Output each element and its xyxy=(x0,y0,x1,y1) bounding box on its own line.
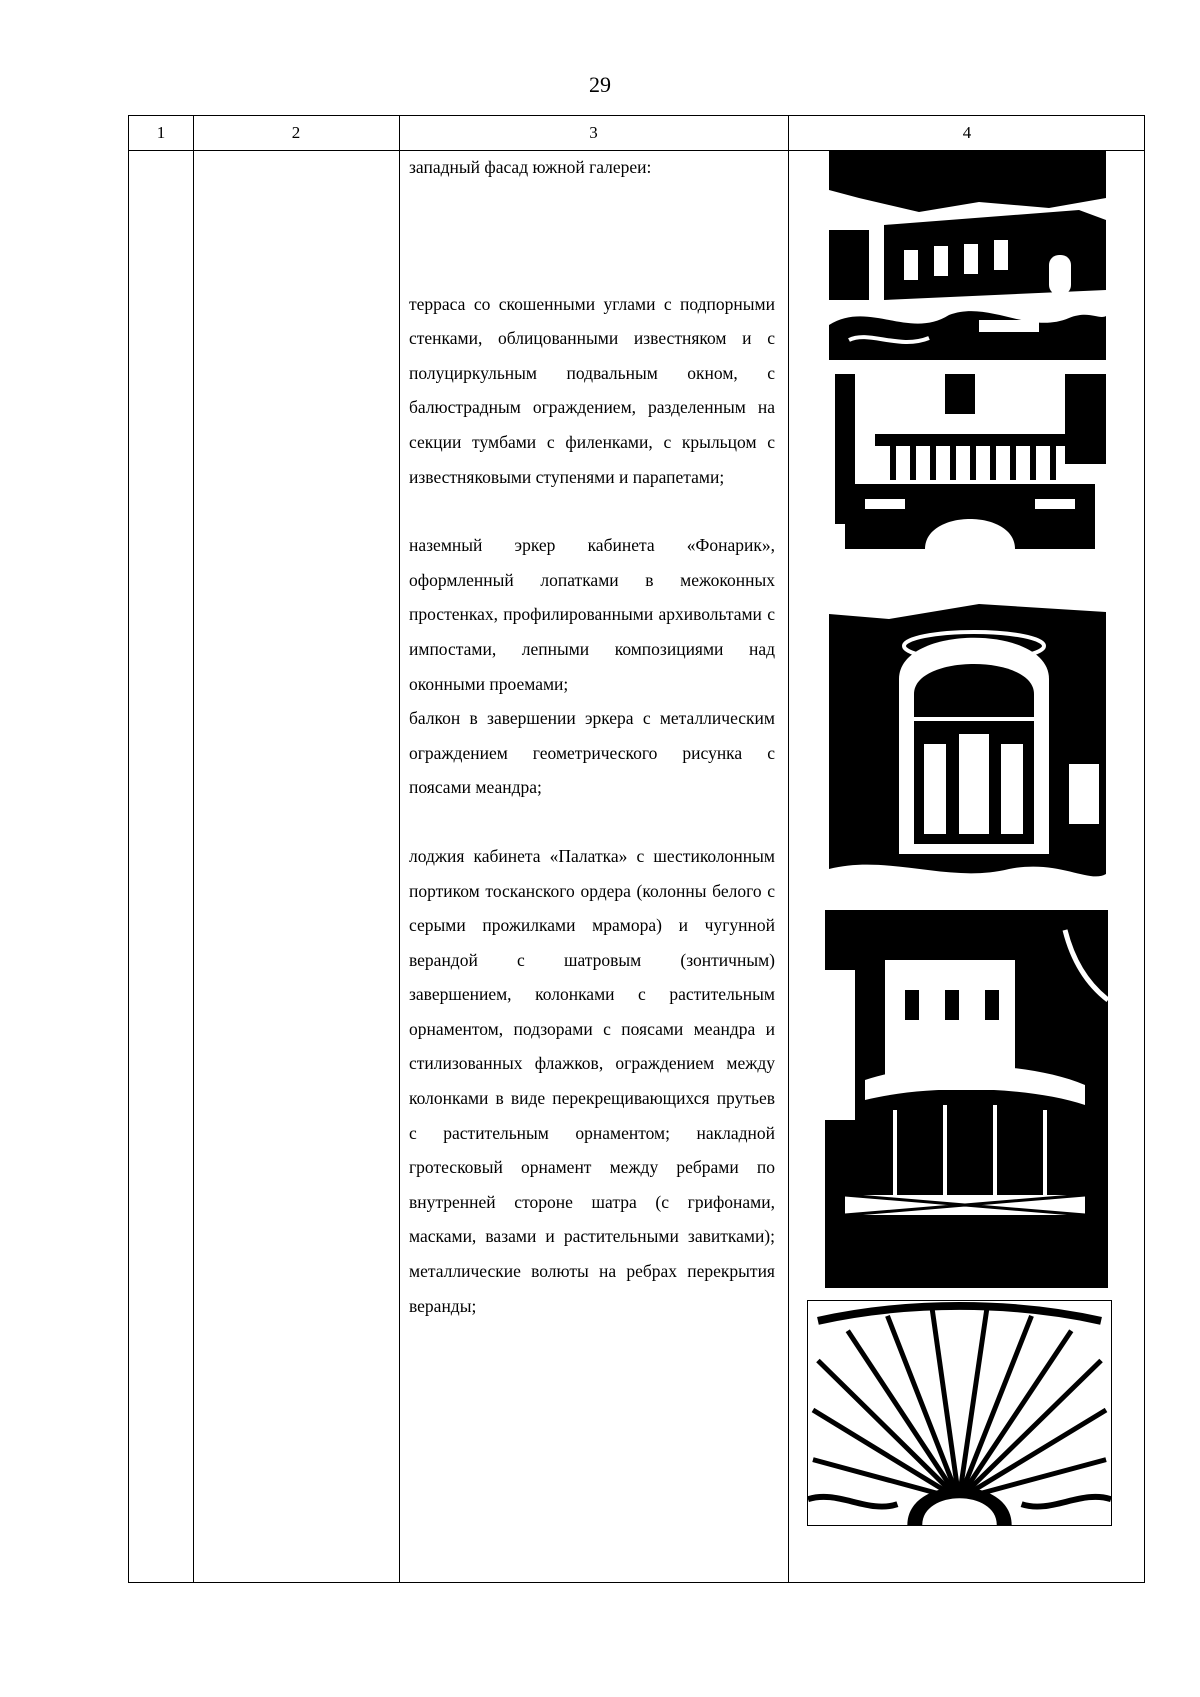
column-divider xyxy=(193,116,194,1582)
column-number-1: 1 xyxy=(156,123,166,142)
column-number-3: 3 xyxy=(589,123,598,142)
photo-terrace xyxy=(835,374,1106,570)
description-cell xyxy=(409,150,775,1323)
paragraph-west-facade: западный фасад южной галереи: xyxy=(409,157,652,177)
paragraph-loggia: лоджия кабинета «Палатка» с шестиколонным портиком тосканского ордера (колонны белого с серыми прожилками мрамора) и чугунной верандой с шатровым (зонтичным) завершением, колонками с растительным орнаментом, подзорами с поясами меандра и стилизованных флажков, ограждением между колонками в виде перекрещивающихся прутьев с растительным орнаментом; накладной гротесковый орнамент между ребрами по внутренней стороне шатра (с грифонами, масками, вазами и растительными завитками); металлические волюты на ребрах перекрытия веранды; xyxy=(409,845,775,1316)
paragraph-bay-window: наземный эркер кабинета «Фонарик», оформленный лопатками в межоконных простенках, профилированными архивольтами с импостами, лепными композициями над оконными проемами; xyxy=(409,535,775,694)
photo-canopy-ceiling xyxy=(807,1300,1112,1526)
page-number: 29 xyxy=(589,72,611,97)
column-divider xyxy=(399,116,400,1582)
photo-west-facade xyxy=(829,150,1106,360)
column-divider xyxy=(788,116,789,1582)
paragraph-terrace: терраса со скошенными углами с подпорными стенками, облицованными известняком и с полуциркульным подвальным окном, с балюстрадным ограждением, разделенным на секции тумбами с филенками, с крыльцом с известняковыми ступенями и парапетами; xyxy=(409,293,775,487)
photo-bay-window xyxy=(829,584,1106,894)
photo-loggia xyxy=(825,910,1108,1288)
column-number-4: 4 xyxy=(962,123,972,142)
paragraph-balcony: балкон в завершении эркера с металлическим ограждением геометрического рисунка с поясами меандра; xyxy=(409,708,775,798)
column-number-2: 2 xyxy=(291,123,301,142)
